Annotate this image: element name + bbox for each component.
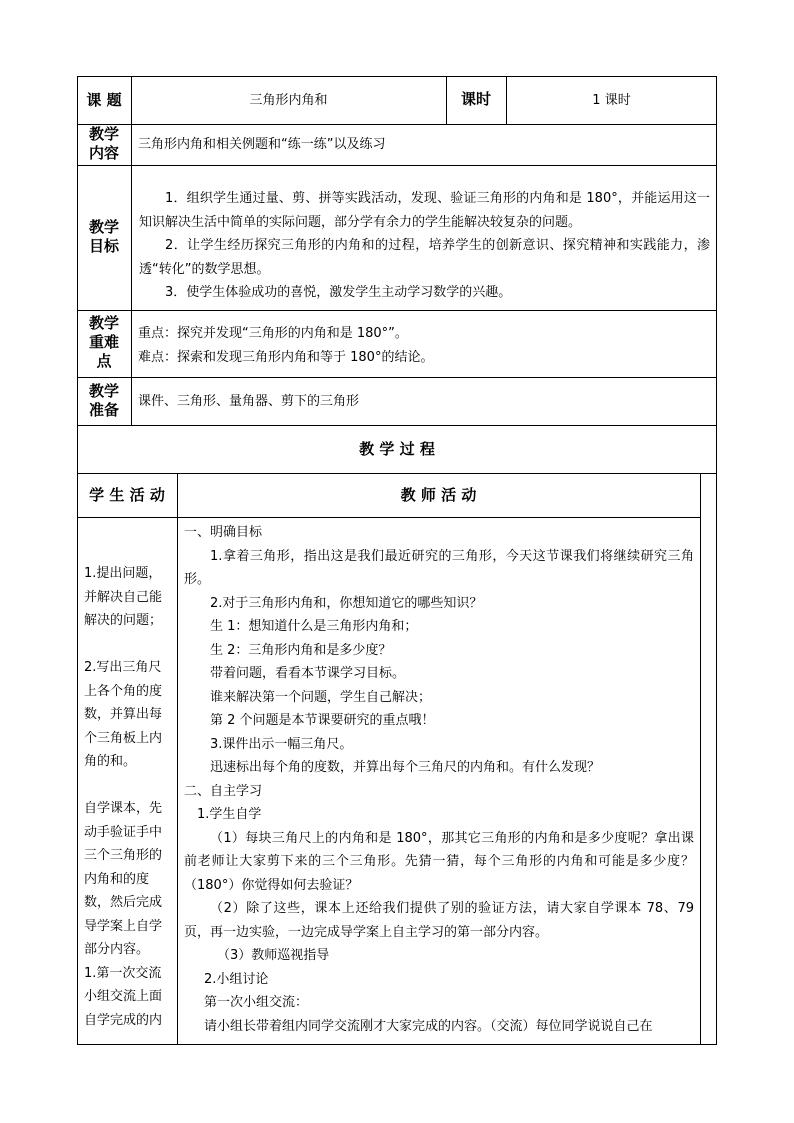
column-divider (700, 473, 701, 1045)
content-value: 三角形内角和相关例题和“练一练”以及练习 (138, 137, 386, 152)
column-divider (131, 76, 132, 425)
teacher-line: （1）每块三角尺上的内角和是 180°，那其它三角形的内角和是多少度呢？拿出课前老师让大家剪下来的三个三角形。先猜一猜，每个三角形的内角和可能是多少度？（180°）你觉得如何去验证？ (184, 830, 694, 893)
student-activity-header: 学 生 活 动 (89, 486, 165, 504)
student-activity-item: 1.提出问题，并解决自己能解决的问题； (84, 566, 163, 628)
process-title: 教 学 过 程 (359, 440, 435, 458)
student-activity-column (84, 562, 174, 1032)
period-label: 课时 (460, 90, 491, 108)
row-divider (77, 124, 717, 125)
row-divider (77, 425, 717, 426)
row-divider (77, 473, 717, 474)
key-points-label: 教学 重难 点 (88, 314, 119, 370)
teacher-line: 一、明确目标 (184, 525, 263, 540)
teacher-line: 3.课件出示一幅三角尺。 (210, 736, 353, 752)
topic-label: 课 题 (86, 91, 122, 109)
teacher-line: 2.小组讨论 (204, 971, 269, 987)
student-activity-item: 2.写出三角尺上各个角的度数，并算出每个三角板上内角的和。 (84, 660, 163, 769)
row-divider (77, 377, 717, 378)
objectives-label: 教学 目标 (88, 218, 119, 255)
objectives-list (139, 187, 710, 305)
teacher-activity-column (184, 521, 694, 1038)
key-point: 重点：探究并发现“三角形的内角和是 180°”。 (138, 326, 408, 341)
teacher-line: 生 1：想知道什么是三角形内角和； (210, 619, 418, 634)
teacher-activity-header: 教 师 活 动 (400, 486, 477, 504)
column-divider (177, 473, 178, 1045)
teacher-line: 第 2 个问题是本节课要研究的重点哦！ (210, 713, 435, 728)
objective-item: 2．让学生经历探究三角形的内角和的过程，培养学生的创新意识、探究精神和实践能力，渗透“转化”的数学思想。 (139, 238, 710, 277)
teacher-line: 生 2：三角形内角和是多少度？ (210, 642, 392, 658)
teacher-line: 2.对于三角形内角和，你想知道它的哪些知识？ (210, 595, 483, 611)
teacher-line: 1.学生自学 (197, 807, 262, 822)
row-divider (77, 310, 717, 311)
prep-value: 课件、三角形、量角器、剪下的三角形 (138, 394, 360, 409)
topic-value: 三角形内角和 (249, 93, 328, 108)
objective-item: 3．使学生体验成功的喜悦，激发学生主动学习数学的兴趣。 (165, 285, 512, 300)
period-value: 1 课时 (592, 93, 631, 108)
student-activity-item: 1.第一次交流小组交流上面自学完成的内 (84, 965, 163, 1028)
teacher-line: 二、自主学习 (184, 783, 263, 799)
row-divider (77, 517, 700, 518)
teacher-line: 第一次小组交流： (204, 995, 309, 1010)
prep-label: 教学 准备 (88, 382, 119, 419)
teacher-line: 1.拿着三角形，指出这是我们最近研究的三角形，今天这节课我们将继续研究三角形。 (184, 548, 694, 587)
student-activity-item: 自学课本，先动手验证手中三个三角形的内角和的度数，然后完成导学案上自学部分内容。 (84, 801, 163, 957)
teacher-line: 请小组长带着组内同学交流刚才大家完成的内容。（交流）每位同学说说自己在 (204, 1018, 653, 1034)
row-divider (77, 165, 717, 166)
teacher-line: （3）教师巡视指导 (217, 948, 330, 963)
teacher-line: 带着问题，看看本节课学习目标。 (210, 666, 406, 681)
teacher-line: （2）除了这些，课本上还给我们提供了别的验证方法，请大家自学课本 78、79 页，再一边实验，一边完成导学案上自主学习的第一部分内容。 (184, 901, 694, 940)
content-label: 教学 内容 (88, 125, 119, 162)
teacher-line: 迅速标出每个角的度数，并算出每个三角尺的内角和。有什么发现？ (210, 760, 601, 775)
difficulty-point: 难点：探索和发现三角形内角和等于 180°的结论。 (138, 350, 434, 365)
teacher-line: 谁来解决第一个问题，学生自己解决； (210, 689, 432, 705)
objective-item: 1．组织学生通过量、剪、拼等实践活动，发现、验证三角形的内角和是 180°，并能运用这一知识解决生活中简单的实际问题，部分学有余力的学生能解决较复杂的问题。 (139, 191, 710, 230)
